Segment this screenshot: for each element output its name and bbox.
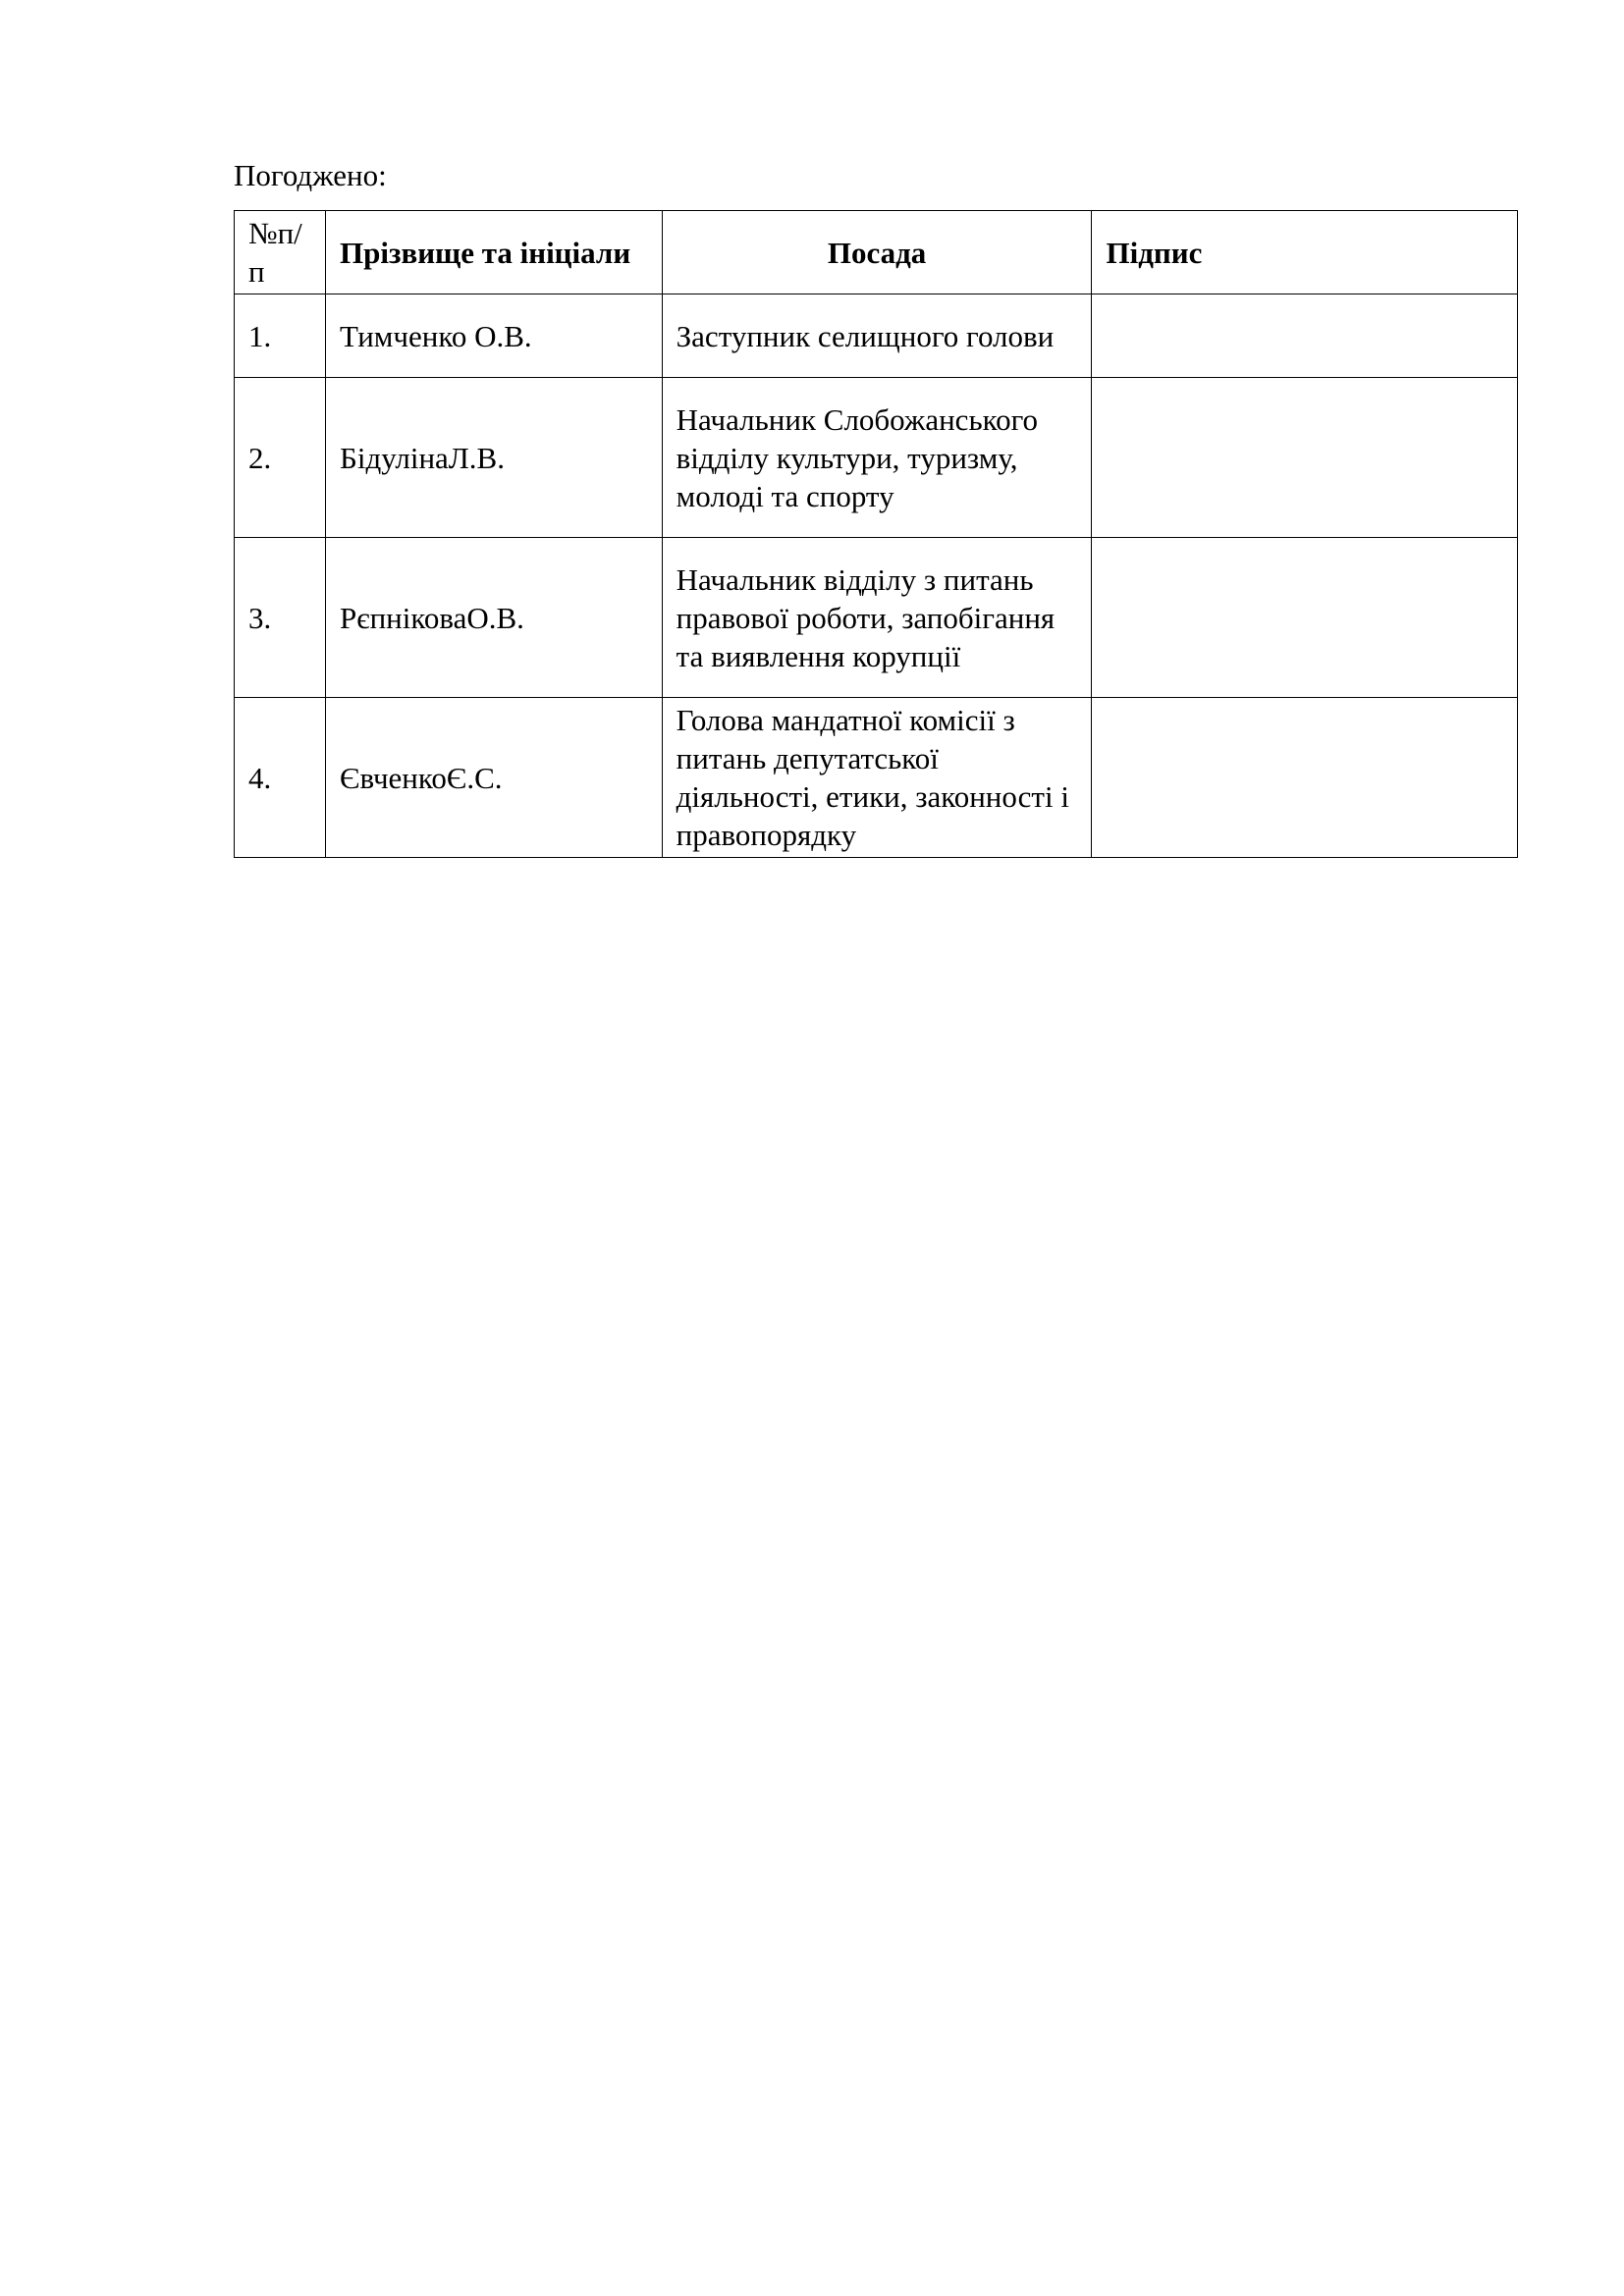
row-number: 1. xyxy=(235,294,326,378)
header-name: Прізвище та ініціали xyxy=(326,211,663,294)
table-header-row xyxy=(235,211,1518,294)
row-signature xyxy=(1092,538,1518,698)
row-number: 2. xyxy=(235,378,326,538)
table-row xyxy=(235,538,1518,698)
header-position: Посада xyxy=(662,211,1092,294)
row-name: РєпніковаО.В. xyxy=(326,538,663,698)
approval-table xyxy=(234,210,1518,858)
row-name: БідулінаЛ.В. xyxy=(326,378,663,538)
row-position: Начальник Слобожанського відділу культури, туризму, молоді та спорту xyxy=(662,378,1092,538)
header-number: №п/п xyxy=(235,211,326,294)
approval-heading: Погоджено: xyxy=(234,158,387,192)
table-row xyxy=(235,378,1518,538)
row-name: Тимченко О.В. xyxy=(326,294,663,378)
header-signature: Підпис xyxy=(1092,211,1518,294)
table-row xyxy=(235,698,1518,858)
row-number: 4. xyxy=(235,698,326,858)
row-number: 3. xyxy=(235,538,326,698)
row-position: Начальник відділу з питань правової роботи, запобігання та виявлення корупції xyxy=(662,538,1092,698)
row-signature xyxy=(1092,294,1518,378)
table-row xyxy=(235,294,1518,378)
row-signature xyxy=(1092,378,1518,538)
row-name: ЄвченкоЄ.С. xyxy=(326,698,663,858)
row-position: Голова мандатної комісії з питань депутатської діяльності, етики, законності і правопорядку xyxy=(662,698,1092,858)
row-position: Заступник селищного голови xyxy=(662,294,1092,378)
row-signature xyxy=(1092,698,1518,858)
